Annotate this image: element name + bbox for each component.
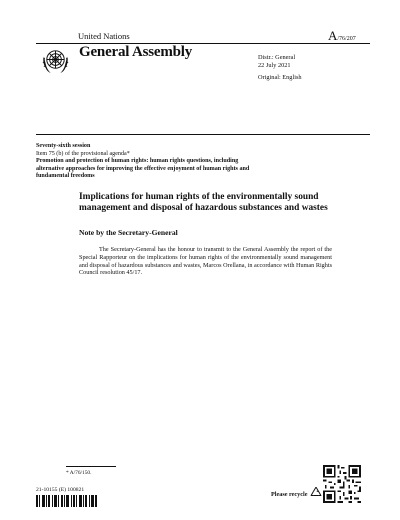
org-name: United Nations [78, 31, 130, 41]
body-name: General Assembly [79, 44, 193, 60]
distribution: Distr.: General [258, 54, 296, 61]
footnote: * A/76/150. [66, 470, 92, 476]
note-heading: Note by the Secretary-General [79, 228, 178, 237]
header-bottom-rule [36, 134, 370, 135]
qr-code [323, 465, 361, 503]
symbol-number: /76/207 [337, 36, 356, 42]
session: Seventy-sixth session [36, 143, 91, 149]
agenda-block [36, 143, 251, 181]
recycle-label: Please recycle [271, 491, 308, 498]
recycle-icon [309, 485, 323, 499]
date: 22 July 2021 [258, 61, 291, 69]
footnote-rule [66, 466, 116, 467]
distribution-block [258, 54, 295, 69]
agenda-topic: Promotion and protection of human rights: human rights questions, including alternative approaches for improving the effective enjoyment of human rights and fundamental freedoms [36, 158, 250, 180]
agenda-item: Item 75 (b) of the provisional agenda* [36, 150, 130, 157]
symbol-letter: A [328, 28, 338, 43]
document-number: 21-10155 (E) 100821 [36, 487, 85, 493]
body-paragraph: The Secretary-General has the honour to transmit to the General Assembly the report of the Special Rapporteur on the implications for human rights of the environmentally sound management and disposal of hazardous substances and wastes, Marcos Orellana, in accordance with Human Rights Council resolution 45/17. [79, 246, 332, 277]
document-title: Implications for human rights of the environmentally sound management and disposal of hazardous substances and wastes [79, 192, 328, 213]
barcode [36, 495, 108, 507]
un-emblem-icon [40, 45, 71, 76]
original-language: Original: English [258, 74, 302, 81]
